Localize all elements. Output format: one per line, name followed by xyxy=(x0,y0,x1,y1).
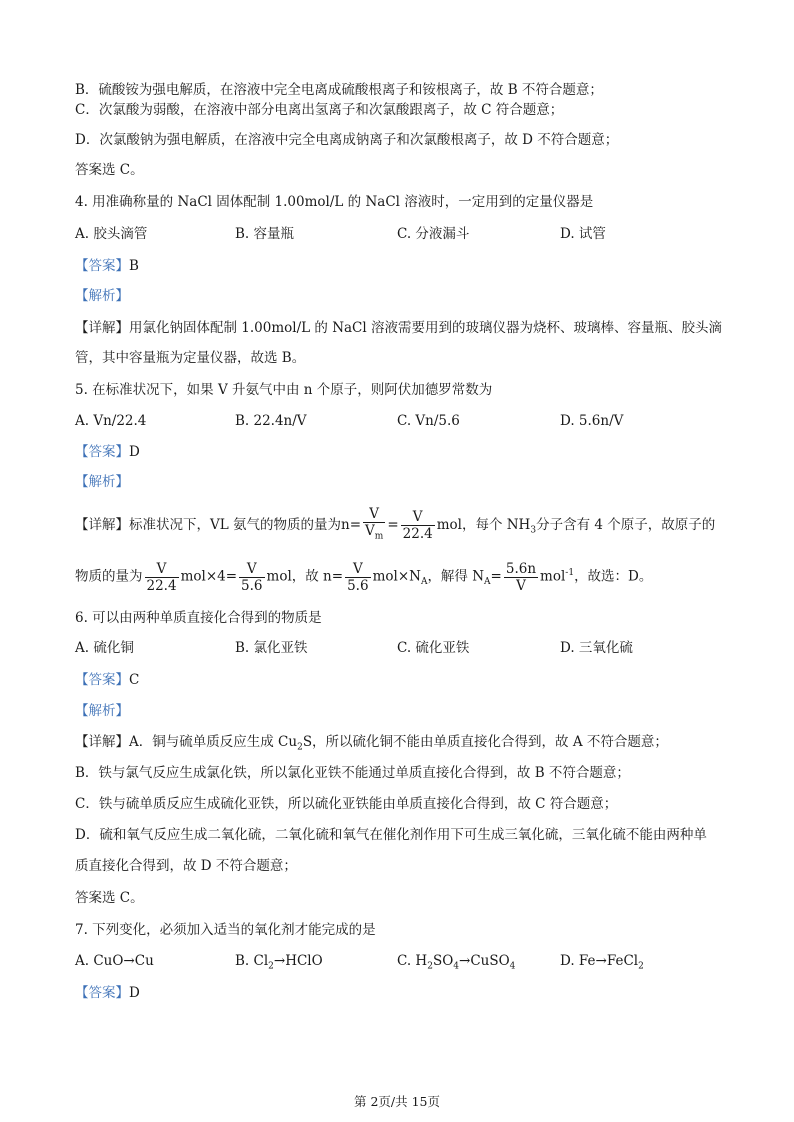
denominator xyxy=(363,523,385,545)
detail-line: 质直接化合得到，故 D 不符合题意； xyxy=(75,858,297,874)
detail-formula-line: 【详解】标准状况下，VL 氨气的物质的量为n= $\frac{V}{V_m}$ = $\frac{V}{22.4}$ mol，每个 $NH_3$分子含有 4 个原子，故原子的 xyxy=(75,506,715,548)
times-four: ×4= xyxy=(205,568,238,585)
subscript: 2 xyxy=(638,961,644,972)
numerator: V xyxy=(363,506,385,523)
analysis-label: 【解析】 xyxy=(75,703,129,719)
detail-text: ，故 n= xyxy=(291,568,344,585)
numerator: V xyxy=(345,561,370,578)
detail-tag: 【详解】 xyxy=(75,516,129,533)
fraction-v-over-224 xyxy=(401,509,435,542)
equals: = xyxy=(490,568,502,585)
option-d: D. 试管 xyxy=(560,226,606,242)
fraction-v-over-56 xyxy=(239,561,264,594)
formula-n: n= xyxy=(341,516,362,533)
detail-line: 管，其中容量瓶为定量仪器，故选 B。 xyxy=(75,350,306,366)
option-b: B. 氯化亚铁 xyxy=(235,640,308,656)
analysis-tag xyxy=(75,286,129,306)
fraction-56n-over-v xyxy=(504,561,538,594)
vm-symbol: V xyxy=(365,523,375,539)
denominator: 5.6 xyxy=(347,577,369,594)
numerator: V xyxy=(239,561,264,578)
detail-line: B．铁与氯气反应生成氯化铁，所以氯化亚铁不能通过单质直接化合得到，故 B 不符合题意； xyxy=(75,765,630,781)
answer-value: B xyxy=(129,258,139,274)
subscript: 4 xyxy=(453,961,460,972)
option-c: C. Vn/5.6 xyxy=(397,413,460,429)
detail-line: 答案选 C。 xyxy=(75,890,144,906)
answer-tag: 【答案】 xyxy=(75,985,129,1001)
option-d xyxy=(560,951,644,977)
subscript: 4 xyxy=(509,961,516,972)
page-footer: 第 2页/共 15页 xyxy=(353,1094,441,1109)
question-stem: 4. 用准确称量的 NaCl 固体配制 1.00mol/L 的 NaCl 溶液时，一定用到的定量仪器是 xyxy=(75,194,594,210)
option-b: B. 22.4n/V xyxy=(235,413,307,429)
subscript: 2 xyxy=(268,961,274,972)
answer-line xyxy=(75,256,139,276)
answer-line xyxy=(75,442,140,462)
unit-mol: mol xyxy=(372,568,398,585)
subscript: A xyxy=(420,577,428,588)
detail-tag: 【详解】 xyxy=(75,320,129,336)
detail-line xyxy=(75,732,668,758)
times-na: ×N xyxy=(397,568,421,585)
option-b-text: B. Cl xyxy=(235,953,269,969)
fraction-v-over-56 xyxy=(345,561,370,594)
detail-text: 分子含有 4 个原子，故原子的 xyxy=(536,516,716,533)
answer-tag: 【答案】 xyxy=(75,258,129,274)
numerator: V xyxy=(145,561,179,578)
detail-text: ，解得 N xyxy=(427,568,485,585)
detail-formula-line xyxy=(75,556,652,599)
option-d: D. 5.6n/V xyxy=(560,413,624,429)
option-a: A. 硫化铜 xyxy=(75,640,134,656)
numerator: 5.6n xyxy=(505,560,537,577)
answer-tag: 【答案】 xyxy=(75,444,129,460)
detail-text: 用氯化钠固体配制 1.00mol/L 的 NaCl 溶液需要用到的玻璃仪器为烧杯、玻璃棒、容量瓶、胶头滴 xyxy=(129,320,722,336)
unit-mol: mol xyxy=(540,568,566,585)
detail-text: A．铜与硫单质反应生成 Cu xyxy=(129,734,298,750)
option-b-text: →HClO xyxy=(273,953,323,969)
detail-tag: 【详解】 xyxy=(75,734,129,750)
question-stem: 5. 在标准状况下，如果 V 升氨气中由 n 个原子，则阿伏加德罗常数为 xyxy=(75,382,493,398)
text-line: 答案选 C。 xyxy=(75,162,144,178)
detail-text: 物质的量为 xyxy=(75,568,143,585)
subscript: 2 xyxy=(427,961,433,972)
subscript: 3 xyxy=(530,525,537,536)
denominator: 22.4 xyxy=(402,525,433,542)
option-c xyxy=(397,951,515,977)
option-c-text: C. H xyxy=(397,953,428,969)
answer-tag: 【答案】 xyxy=(75,672,129,688)
superscript: -1 xyxy=(565,568,575,578)
answer-line xyxy=(75,670,139,690)
option-a: A. 胶头滴管 xyxy=(75,226,148,242)
subscript: A xyxy=(484,577,491,588)
denominator: 22.4 xyxy=(146,577,177,594)
question-stem: 7. 下列变化，必须加入适当的氧化剂才能完成的是 xyxy=(75,922,376,938)
answer-line xyxy=(75,983,140,1003)
option-b xyxy=(235,951,323,977)
option-b: B. 容量瓶 xyxy=(235,226,295,242)
denominator: 5.6 xyxy=(241,577,263,594)
unit-mol: mol xyxy=(180,568,206,585)
detail-text: ，故选：D。 xyxy=(574,568,653,585)
fraction-v-over-224 xyxy=(145,561,179,594)
detail-text: ，每个 NH xyxy=(461,516,531,533)
denominator: V xyxy=(516,577,526,594)
text-line: D．次氯酸钠为强电解质，在溶液中完全电离成钠离子和次氯酸根离子，故 D 不符合题意； xyxy=(75,132,619,148)
text-line: B．硫酸铵为强电解质，在溶液中完全电离成硫酸根离子和铵根离子，故 B 不符合题意； xyxy=(75,82,603,98)
option-c: C. 分液漏斗 xyxy=(397,226,470,242)
option-c: C. 硫化亚铁 xyxy=(397,640,470,656)
detail-line xyxy=(75,318,722,338)
option-a: A. CuO→Cu xyxy=(75,953,154,969)
unit-mol: mol xyxy=(266,568,292,585)
option-c-text: →CuSO xyxy=(459,953,510,969)
answer-value: D xyxy=(129,985,140,1001)
answer-value: C xyxy=(129,672,140,688)
text-line: C．次氯酸为弱酸，在溶液中部分电离出氢离子和次氯酸跟离子，故 C 符合题意； xyxy=(75,102,564,118)
detail-text: 标准状况下，VL 氨气的物质的量为 xyxy=(129,516,342,533)
fraction-v-over-vm xyxy=(363,506,385,545)
subscript: 2 xyxy=(297,742,303,753)
analysis-label: 【解析】 xyxy=(75,288,129,304)
unit-mol: mol xyxy=(436,516,462,533)
option-d-text: D. Fe→FeCl xyxy=(560,953,639,969)
option-d: D. 三氧化硫 xyxy=(560,640,633,656)
option-a: A. Vn/22.4 xyxy=(75,413,147,429)
question-stem: 6. 可以由两种单质直接化合得到的物质是 xyxy=(75,610,322,626)
analysis-label: 【解析】 xyxy=(75,474,129,490)
option-c-text: SO xyxy=(432,953,454,969)
detail-line: D．硫和氧气反应生成二氧化硫，二氧化硫和氧气在催化剂作用下可生成三氧化硫，三氧化硫不能由两种单 xyxy=(75,827,707,843)
analysis-tag xyxy=(75,701,129,721)
numerator: V xyxy=(401,509,435,526)
detail-line: C．铁与硫单质反应生成硫化亚铁，所以硫化亚铁能由单质直接化合得到，故 C 符合题意； xyxy=(75,796,618,812)
analysis-tag xyxy=(75,472,129,492)
vm-subscript: m xyxy=(374,531,384,542)
answer-value: D xyxy=(129,444,140,460)
detail-text: S，所以硫化铜不能由单质直接化合得到，故 A 不符合题意； xyxy=(302,734,668,750)
